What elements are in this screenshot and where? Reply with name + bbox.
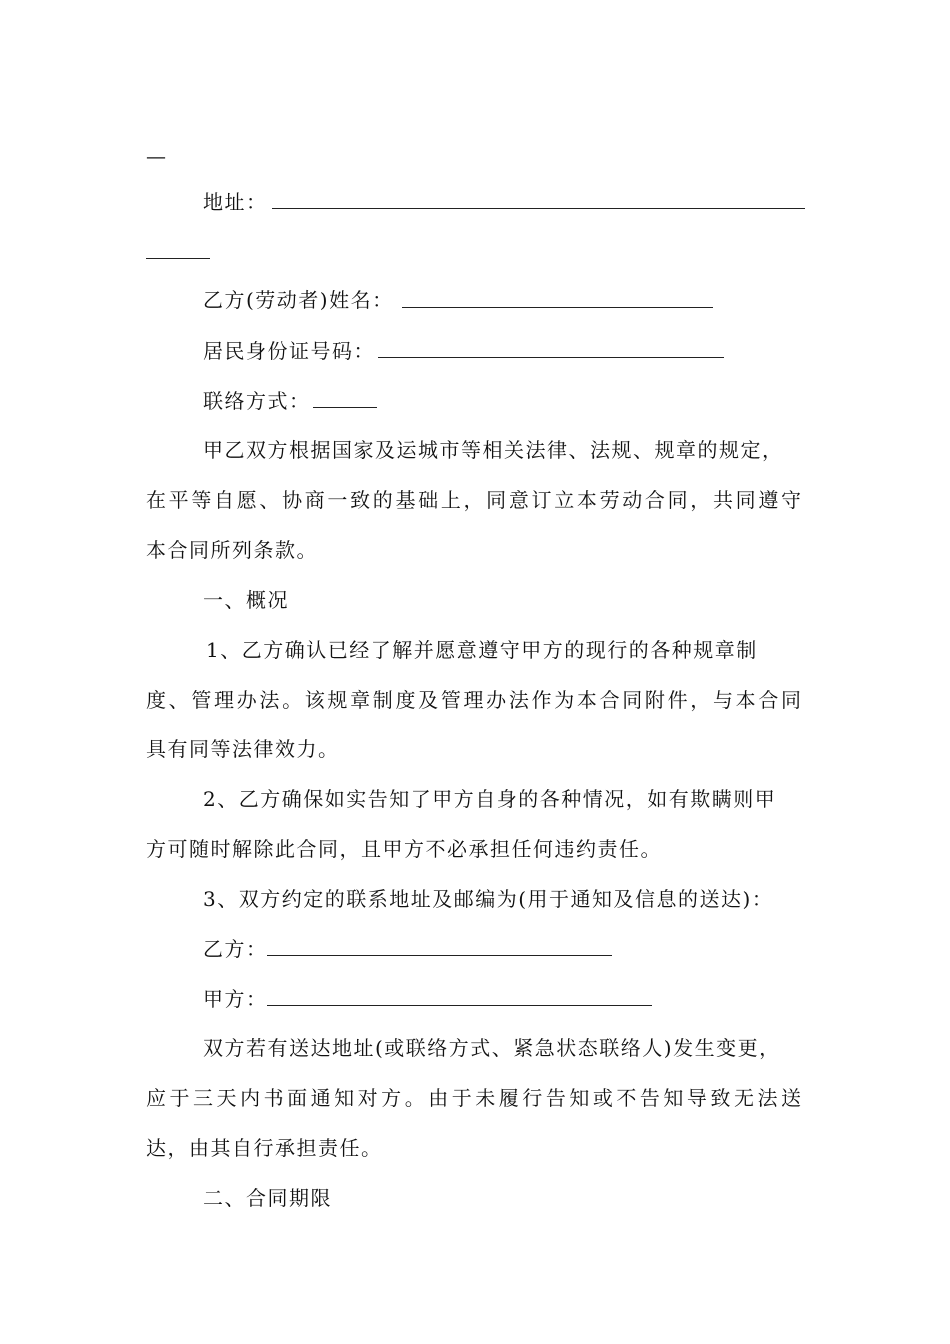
- section-2-heading: 二、合同期限: [203, 1186, 332, 1210]
- party-a-address-label: 甲方：: [203, 987, 268, 1011]
- address-blank-continued: [146, 258, 210, 259]
- contact-label: 联络方式：: [203, 389, 311, 413]
- id-number-label: 居民身份证号码：: [203, 339, 375, 363]
- intro-line-3: 本合同所列条款。: [146, 538, 318, 562]
- clause-1-line-1: 1、乙方确认已经了解并愿意遵守甲方的现行的各种规章制: [206, 638, 758, 662]
- clause-2-line-1: 2、乙方确保如实告知了甲方自身的各种情况，如有欺瞒则甲: [203, 787, 777, 811]
- clause-2-line-2: 方可随时解除此合同，且甲方不必承担任何违约责任。: [146, 837, 662, 861]
- clause-1-line-3: 具有同等法律效力。: [146, 737, 340, 761]
- section-1-heading: 一、概况: [203, 588, 289, 612]
- party-b-name-label: 乙方(劳动者)姓名：: [203, 288, 394, 312]
- change-notice-line-2: 应于三天内书面通知对方。由于未履行告知或不告知导致无法送: [146, 1086, 801, 1110]
- address-label: 地址：: [203, 190, 268, 214]
- party-b-address-blank: [267, 955, 612, 956]
- intro-line-1: 甲乙双方根据国家及运城市等相关法律、法规、规章的规定，: [203, 438, 784, 462]
- change-notice-line-1: 双方若有送达地址(或联络方式、紧急状态联络人)发生变更，: [203, 1036, 781, 1060]
- change-notice-line-3: 达，由其自行承担责任。: [146, 1136, 383, 1160]
- address-blank: [272, 208, 805, 209]
- contact-blank: [313, 407, 377, 408]
- party-b-address-label: 乙方：: [203, 937, 268, 961]
- intro-line-2: 在平等自愿、协商一致的基础上，同意订立本劳动合同，共同遵守: [146, 488, 801, 512]
- fragment-dash: —: [146, 144, 168, 168]
- clause-3: 3、双方约定的联系地址及邮编为(用于通知及信息的送达)：: [203, 887, 774, 911]
- party-a-address-blank: [267, 1005, 652, 1006]
- id-number-blank: [378, 357, 724, 358]
- clause-1-line-2: 度、管理办法。该规章制度及管理办法作为本合同附件，与本合同: [146, 688, 801, 712]
- party-b-name-blank: [402, 307, 713, 308]
